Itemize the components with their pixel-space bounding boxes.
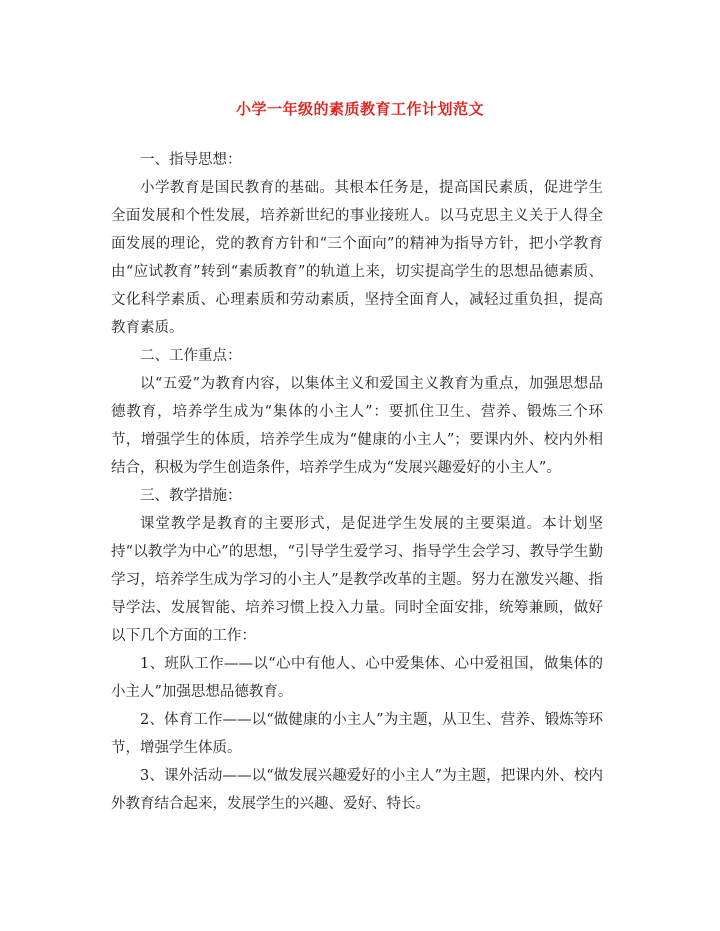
section-heading-teaching-measures: 三、教学措施： [140,488,242,504]
section-paragraph-work-focus: 以“五爱”为教育内容，以集体主义和爱国主义教育为重点，加强思想品德教育，培养学生成为“集体的小主人”：要抓住卫生、营养、锻炼三个环节，增强学生的体质，培养学生成为“健康的小主人”；要课内外、校内外相结合，积极为学生创造条件，培养学生成为“发展兴趣爱好的小主人”。 [111,376,603,476]
section-paragraph-teaching-measures: 课堂教学是教育的主要形式，是促进学生发展的主要渠道。本计划坚持“以教学为中心”的思想，“引导学生爱学习、指导学生会学习、教导学生勤学习，培养学生成为学习的小主人”是教学改革的主题。努力在激发兴趣、指导学法、发展智能、培养习惯上投入力量。同时全面安排，统筹兼顾，做好以下几个方面的工作： [111,516,603,644]
list-item-class-team-work: 1、班队工作——以“心中有他人、心中爱集体、心中爱祖国，做集体的小主人”加强思想品德教育。 [111,656,603,700]
section-heading-work-focus: 二、工作重点： [140,348,242,364]
document-body [111,146,603,818]
section-heading-guiding-thought: 一、指导思想： [140,152,242,168]
section-paragraph-guiding-thought: 小学教育是国民教育的基础。其根本任务是，提高国民素质，促进学生全面发展和个性发展，培养新世纪的事业接班人。以马克思主义关于人得全面发展的理论，党的教育方针和“三个面向”的精神为指导方针，把小学教育由“应试教育”转到“素质教育”的轨道上来，切实提高学生的思想品德素质、文化科学素质、心理素质和劳动素质，坚持全面育人，减轻过重负担，提高教育素质。 [111,180,603,336]
document-title: 小学一年级的素质教育工作计划范文 [235,100,484,118]
list-item-physical-education: 2、体育工作——以“做健康的小主人”为主题，从卫生、营养、锻炼等环节，增强学生体质。 [111,712,603,756]
list-item-extracurricular-activities: 3、课外活动——以“做发展兴趣爱好的小主人”为主题，把课内外、校内外教育结合起来，发展学生的兴趣、爱好、特长。 [111,768,603,812]
